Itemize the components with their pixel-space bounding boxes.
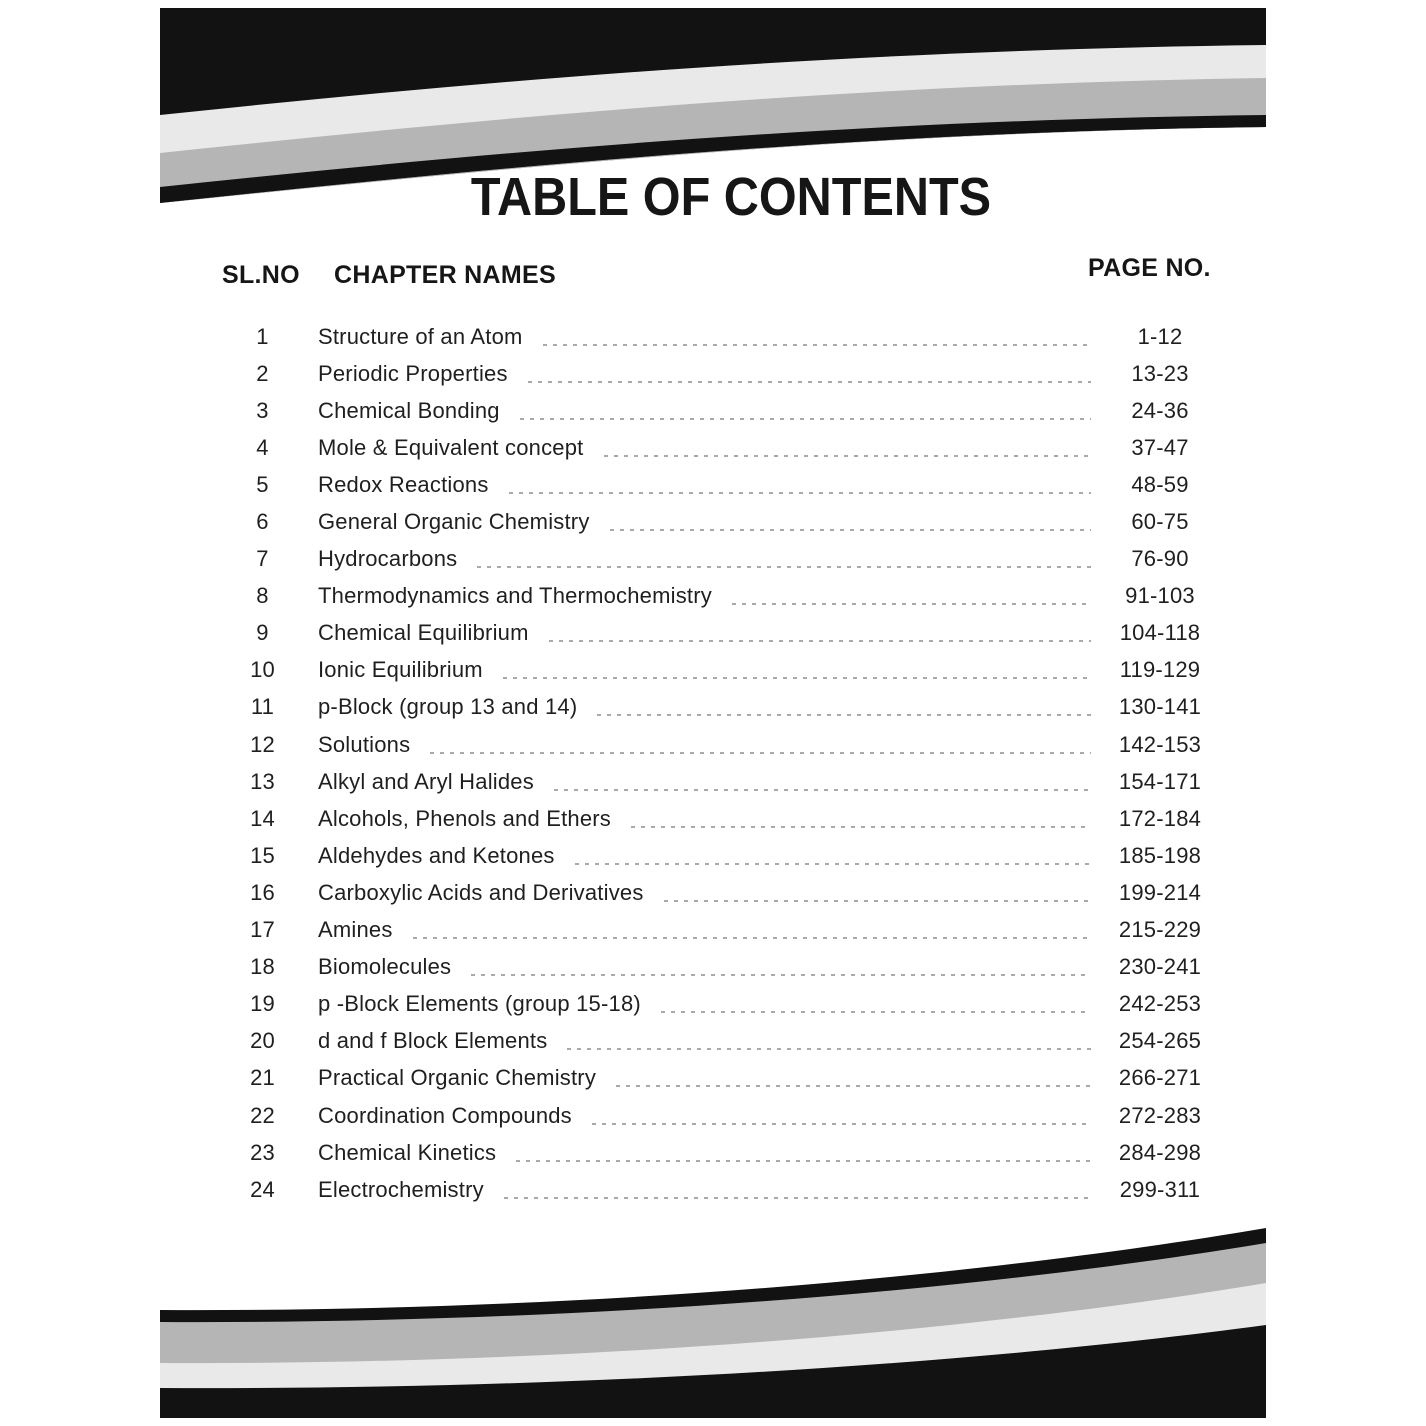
row-page-range: 1-12 bbox=[1137, 323, 1183, 349]
row-serial-number: 14 bbox=[250, 805, 275, 831]
row-page-range: 172-184 bbox=[1118, 805, 1202, 831]
dotted-leader bbox=[616, 1085, 1091, 1087]
row-chapter-name: Carboxylic Acids and Derivatives bbox=[318, 879, 644, 905]
row-serial-number: 23 bbox=[250, 1139, 275, 1165]
row-chapter-name: Structure of an Atom bbox=[318, 323, 523, 349]
table-row bbox=[240, 503, 1215, 540]
row-chapter-name: Practical Organic Chemistry bbox=[318, 1065, 597, 1091]
dotted-leader bbox=[631, 826, 1091, 828]
row-serial-number: 19 bbox=[250, 991, 275, 1017]
row-chapter-name: Chemical Bonding bbox=[318, 397, 500, 423]
row-serial-number: 22 bbox=[250, 1102, 275, 1128]
dotted-leader bbox=[592, 1123, 1091, 1125]
row-serial-number: 20 bbox=[250, 1028, 275, 1054]
table-row bbox=[240, 318, 1215, 355]
table-row bbox=[240, 1060, 1215, 1097]
dotted-leader bbox=[610, 529, 1091, 531]
dotted-leader bbox=[567, 1048, 1091, 1050]
table-row bbox=[240, 429, 1215, 466]
table-row bbox=[240, 1023, 1215, 1060]
table-row bbox=[240, 355, 1215, 392]
row-chapter-name: Amines bbox=[318, 917, 393, 943]
table-row bbox=[240, 949, 1215, 986]
row-chapter-name: Electrochemistry bbox=[318, 1176, 484, 1202]
dotted-leader bbox=[503, 677, 1091, 679]
row-serial-number: 15 bbox=[250, 842, 275, 868]
row-page-range: 48-59 bbox=[1131, 471, 1189, 497]
row-chapter-name: Aldehydes and Ketones bbox=[318, 842, 555, 868]
row-serial-number: 6 bbox=[256, 509, 269, 535]
dotted-leader bbox=[471, 974, 1091, 976]
row-page-range: 142-153 bbox=[1118, 731, 1202, 757]
row-chapter-name: d and f Block Elements bbox=[318, 1028, 548, 1054]
row-page-range: 104-118 bbox=[1119, 620, 1201, 646]
row-chapter-name: p -Block Elements (group 15-18) bbox=[318, 991, 641, 1017]
table-row bbox=[240, 689, 1215, 726]
row-serial-number: 7 bbox=[256, 546, 269, 572]
row-serial-number: 1 bbox=[256, 323, 269, 349]
row-serial-number: 3 bbox=[256, 397, 269, 423]
row-page-range: 76-90 bbox=[1131, 546, 1189, 572]
row-serial-number: 21 bbox=[250, 1065, 275, 1091]
row-chapter-name: General Organic Chemistry bbox=[318, 509, 590, 535]
row-serial-number: 8 bbox=[256, 583, 269, 609]
dotted-leader bbox=[430, 752, 1091, 754]
table-row bbox=[240, 578, 1215, 615]
dotted-leader bbox=[575, 863, 1091, 865]
row-page-range: 60-75 bbox=[1131, 509, 1189, 535]
row-serial-number: 4 bbox=[256, 434, 269, 460]
row-page-range: 215-229 bbox=[1118, 917, 1202, 943]
row-page-range: 119-129 bbox=[1119, 657, 1201, 683]
row-page-range: 185-198 bbox=[1118, 842, 1202, 868]
dotted-leader bbox=[413, 937, 1091, 939]
table-row bbox=[240, 466, 1215, 503]
row-serial-number: 13 bbox=[250, 768, 275, 794]
row-chapter-name: Redox Reactions bbox=[318, 471, 489, 497]
header-chapter-names: CHAPTER NAMES bbox=[334, 261, 556, 289]
row-serial-number: 12 bbox=[250, 731, 275, 757]
row-serial-number: 9 bbox=[256, 620, 269, 646]
row-serial-number: 2 bbox=[256, 360, 269, 386]
dotted-leader bbox=[664, 900, 1091, 902]
table-row bbox=[240, 912, 1215, 949]
dotted-leader bbox=[554, 789, 1091, 791]
dotted-leader bbox=[661, 1011, 1091, 1013]
toc-list bbox=[240, 318, 1215, 1208]
row-chapter-name: Thermodynamics and Thermochemistry bbox=[318, 583, 712, 609]
table-row bbox=[240, 1171, 1215, 1208]
table-row bbox=[240, 800, 1215, 837]
table-row bbox=[240, 1134, 1215, 1171]
row-chapter-name: Solutions bbox=[318, 731, 411, 757]
row-chapter-name: Periodic Properties bbox=[318, 360, 508, 386]
row-chapter-name: Ionic Equilibrium bbox=[318, 657, 483, 683]
row-chapter-name: Chemical Kinetics bbox=[318, 1139, 497, 1165]
bottom-banner-swoosh bbox=[160, 1228, 1266, 1418]
row-page-range: 24-36 bbox=[1131, 397, 1189, 423]
row-serial-number: 17 bbox=[250, 917, 275, 943]
row-page-range: 13-23 bbox=[1131, 360, 1189, 386]
row-chapter-name: Hydrocarbons bbox=[318, 546, 458, 572]
table-row bbox=[240, 1097, 1215, 1134]
row-page-range: 154-171 bbox=[1118, 768, 1202, 794]
row-serial-number: 16 bbox=[250, 879, 275, 905]
row-serial-number: 24 bbox=[250, 1176, 275, 1202]
row-serial-number: 11 bbox=[250, 694, 275, 720]
table-row bbox=[240, 652, 1215, 689]
row-chapter-name: Chemical Equilibrium bbox=[318, 620, 529, 646]
row-page-range: 91-103 bbox=[1125, 583, 1195, 609]
row-page-range: 284-298 bbox=[1118, 1139, 1202, 1165]
table-row bbox=[240, 837, 1215, 874]
row-serial-number: 18 bbox=[250, 954, 275, 980]
table-row bbox=[240, 392, 1215, 429]
row-page-range: 130-141 bbox=[1118, 694, 1202, 720]
table-row bbox=[240, 874, 1215, 911]
table-row bbox=[240, 726, 1215, 763]
dotted-leader bbox=[509, 492, 1091, 494]
row-page-range: 37-47 bbox=[1131, 434, 1189, 460]
row-page-range: 254-265 bbox=[1118, 1028, 1202, 1054]
dotted-leader bbox=[504, 1197, 1091, 1199]
dotted-leader bbox=[543, 344, 1091, 346]
row-chapter-name: Alcohols, Phenols and Ethers bbox=[318, 805, 611, 831]
dotted-leader bbox=[732, 603, 1091, 605]
row-serial-number: 5 bbox=[256, 471, 269, 497]
dotted-leader bbox=[549, 640, 1091, 642]
dotted-leader bbox=[528, 381, 1091, 383]
row-page-range: 242-253 bbox=[1118, 991, 1202, 1017]
table-row bbox=[240, 615, 1215, 652]
row-chapter-name: p-Block (group 13 and 14) bbox=[318, 694, 578, 720]
dotted-leader bbox=[516, 1160, 1091, 1162]
row-page-range: 272-283 bbox=[1118, 1102, 1202, 1128]
row-page-range: 299-311 bbox=[1119, 1176, 1201, 1202]
row-serial-number: 10 bbox=[250, 657, 275, 683]
dotted-leader bbox=[604, 455, 1092, 457]
row-chapter-name: Biomolecules bbox=[318, 954, 452, 980]
dotted-leader bbox=[597, 714, 1091, 716]
row-page-range: 266-271 bbox=[1118, 1065, 1202, 1091]
table-row bbox=[240, 763, 1215, 800]
header-page-no: PAGE NO. bbox=[1088, 254, 1211, 282]
dotted-leader bbox=[477, 566, 1091, 568]
row-page-range: 199-214 bbox=[1118, 879, 1202, 905]
table-row bbox=[240, 541, 1215, 578]
table-row bbox=[240, 986, 1215, 1023]
page-title: TABLE OF CONTENTS bbox=[470, 167, 992, 227]
dotted-leader bbox=[520, 418, 1091, 420]
header-sl-no: SL.NO bbox=[222, 261, 300, 289]
row-chapter-name: Coordination Compounds bbox=[318, 1102, 572, 1128]
row-page-range: 230-241 bbox=[1118, 954, 1202, 980]
row-chapter-name: Alkyl and Aryl Halides bbox=[318, 768, 534, 794]
row-chapter-name: Mole & Equivalent concept bbox=[318, 434, 584, 460]
